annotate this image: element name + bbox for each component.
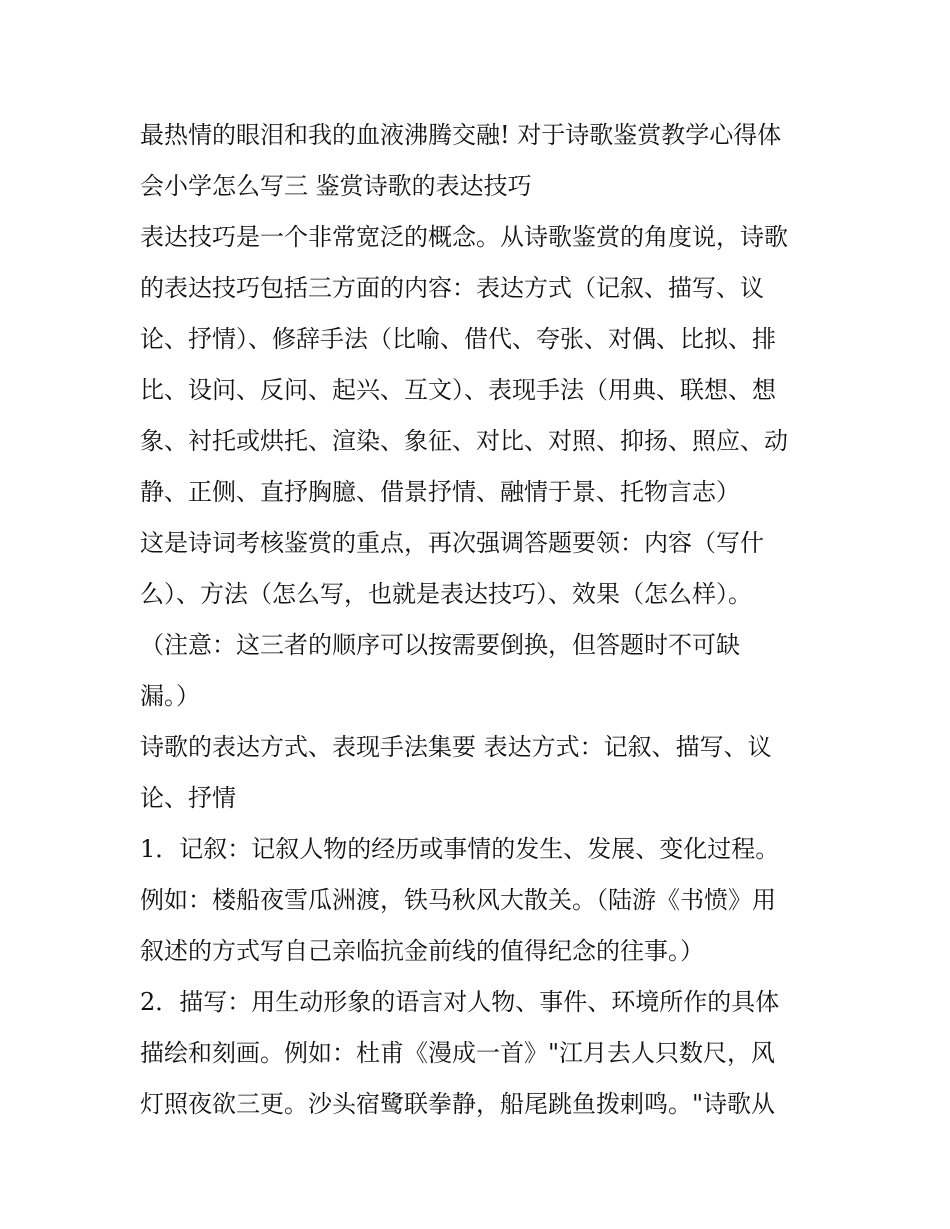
text-line: 静、正侧、直抒胸臆、借景抒情、融情于景、托物言志） bbox=[140, 478, 740, 506]
text-line: 例如：楼船夜雪瓜洲渡，铁马秋风大散关。（陆游《书愤》用 bbox=[140, 886, 776, 914]
paragraph-summary bbox=[140, 722, 812, 824]
text-line: 比、设问、反问、起兴、互文）、表现手法（用典、联想、想 bbox=[140, 376, 776, 404]
text-line: 论、抒情 bbox=[140, 784, 236, 812]
text-line: 2．描写：用生动形象的语言对人物、事件、环境所作的具体 bbox=[140, 988, 780, 1016]
text-line: 么）、方法（怎么写，也就是表达技巧）、效果（怎么样）。 bbox=[140, 580, 752, 608]
document-body bbox=[140, 110, 812, 1130]
paragraph-expression-skills bbox=[140, 212, 812, 518]
text-line: 描绘和刻画。例如：杜甫《漫成一首》"江月去人只数尺，风 bbox=[140, 1039, 776, 1067]
text-line: （注意：这三者的顺序可以按需要倒换，但答题时不可缺 bbox=[140, 631, 740, 659]
paragraph-intro bbox=[140, 110, 812, 212]
text-line: 的表达技巧包括三方面的内容：表达方式（记叙、描写、议 bbox=[140, 274, 764, 302]
text-line: 象、衬托或烘托、渲染、象征、对比、对照、抑扬、照应、动 bbox=[140, 427, 788, 455]
text-line: 漏。） bbox=[140, 682, 200, 710]
text-line: 最热情的眼泪和我的血液沸腾交融! 对于诗歌鉴赏教学心得体 bbox=[140, 121, 782, 149]
text-line: 会小学怎么写三 鉴赏诗歌的表达技巧 bbox=[140, 172, 532, 200]
text-line: 表达技巧是一个非常宽泛的概念。从诗歌鉴赏的角度说，诗歌 bbox=[140, 223, 788, 251]
text-line: 1．记叙：记叙人物的经历或事情的发生、发展、变化过程。 bbox=[140, 835, 780, 863]
paragraph-exam-focus bbox=[140, 518, 812, 722]
text-line: 这是诗词考核鉴赏的重点，再次强调答题要领：内容（写什 bbox=[140, 529, 764, 557]
text-line: 论、抒情）、修辞手法（比喻、借代、夸张、对偶、比拟、排 bbox=[140, 325, 776, 353]
text-line: 灯照夜欲三更。沙头宿鹭联拳静，船尾跳鱼拨剌鸣。"诗歌从 bbox=[140, 1090, 776, 1118]
text-line: 诗歌的表达方式、表现手法集要 表达方式：记叙、描写、议 bbox=[140, 733, 772, 761]
paragraph-description bbox=[140, 977, 812, 1130]
text-line: 叙述的方式写自己亲临抗金前线的值得纪念的往事。） bbox=[140, 937, 704, 965]
paragraph-narration bbox=[140, 824, 812, 977]
